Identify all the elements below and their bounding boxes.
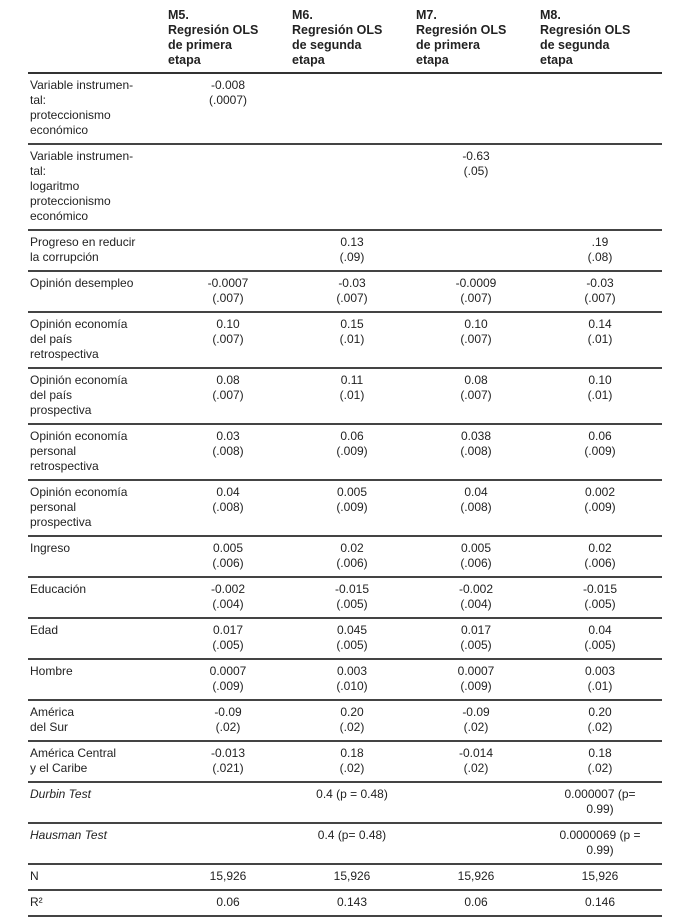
table-body [28, 73, 662, 916]
standard-error: (.02) [587, 761, 613, 775]
cell-m5 [166, 73, 290, 144]
cell-m6 [290, 659, 414, 700]
table-row [28, 480, 662, 536]
standard-error: (.009) [336, 444, 368, 458]
coefficient: 15,926 [333, 869, 371, 883]
cell-m7 [414, 368, 538, 424]
cell-m7 [414, 424, 538, 480]
table-row [28, 890, 662, 916]
cell-m5 [166, 230, 290, 271]
cell-m8 [538, 782, 662, 823]
coefficient: 0.14 [588, 317, 612, 331]
coefficient: 0.06 [340, 429, 364, 443]
row-label: Variable instrumen- tal: proteccionismo económico [30, 78, 134, 137]
coefficient: 0.03 [216, 429, 240, 443]
coefficient: 0.18 [340, 746, 364, 760]
standard-error: (.007) [336, 291, 368, 305]
standard-error: (.08) [587, 250, 613, 264]
row-label: América Central y el Caribe [30, 746, 117, 775]
coefficient: 0.146 [584, 895, 616, 909]
cell-m8 [538, 73, 662, 144]
cell-m7 [414, 741, 538, 782]
standard-error: (.007) [212, 291, 244, 305]
coefficient: -0.03 [586, 276, 614, 290]
standard-error: (.01) [587, 388, 613, 402]
cell-m8 [538, 618, 662, 659]
cell-m6 [290, 144, 414, 230]
cell-m8 [538, 424, 662, 480]
standard-error: (.009) [460, 679, 492, 693]
cell-m8 [538, 230, 662, 271]
standard-error: (.005) [584, 638, 616, 652]
standard-error: (.007) [584, 291, 616, 305]
header-m8: M8. Regresión OLS de segunda etapa [540, 8, 631, 67]
coefficient: 0.002 [584, 485, 616, 499]
standard-error: (.02) [339, 761, 365, 775]
cell-m6 [290, 618, 414, 659]
table-row [28, 144, 662, 230]
standard-error: (.007) [460, 332, 492, 346]
cell-m7 [414, 890, 538, 916]
coefficient: 0.08 [464, 373, 488, 387]
cell-m5 [166, 618, 290, 659]
table-row [28, 823, 662, 864]
coefficient: 0.045 [336, 623, 368, 637]
standard-error: (.009) [212, 679, 244, 693]
coefficient: 0.11 [340, 373, 364, 387]
coefficient: -0.002 [458, 582, 494, 596]
row-label: Educación [30, 582, 87, 596]
coefficient: -0.63 [462, 149, 490, 163]
coefficient: -0.014 [458, 746, 494, 760]
coefficient: 0.04 [464, 485, 488, 499]
coefficient: 0.08 [216, 373, 240, 387]
cell-m5 [166, 424, 290, 480]
coefficient: 0.20 [340, 705, 364, 719]
cell-m7 [414, 700, 538, 741]
standard-error: (.009) [584, 500, 616, 514]
standard-error: (.008) [212, 500, 244, 514]
row-label: Opinión economía personal retrospectiva [30, 429, 128, 473]
row-label: Hausman Test [30, 828, 107, 842]
standard-error: (.009) [336, 500, 368, 514]
standard-error: (.02) [215, 720, 241, 734]
coefficient: -0.015 [582, 582, 618, 596]
row-label: Hombre [30, 664, 73, 678]
standard-error: (.007) [460, 291, 492, 305]
coefficient: 0.4 (p= 0.48) [317, 828, 387, 842]
table-row [28, 230, 662, 271]
standard-error: (.009) [584, 444, 616, 458]
coefficient: -0.002 [210, 582, 246, 596]
standard-error: (.008) [460, 500, 492, 514]
header-m7: M7. Regresión OLS de primera etapa [416, 8, 507, 67]
standard-error: (.005) [336, 638, 368, 652]
coefficient: 0.0007 [457, 664, 495, 678]
standard-error: (.006) [584, 556, 616, 570]
standard-error: (.005) [336, 597, 368, 611]
row-label: Variable instrumen- tal: logaritmo proteccionismo económico [30, 149, 134, 223]
coefficient: 0.10 [464, 317, 488, 331]
cell-m8 [538, 312, 662, 368]
coefficient: 0.000007 (p= 0.99) [564, 787, 636, 816]
header-m6: M6. Regresión OLS de segunda etapa [292, 8, 383, 67]
cell-m6 [290, 480, 414, 536]
cell-m6 [290, 782, 414, 823]
table-row [28, 577, 662, 618]
coefficient: 0.04 [216, 485, 240, 499]
table-row [28, 73, 662, 144]
regression-results-table [28, 8, 662, 917]
cell-m5 [166, 536, 290, 577]
standard-error: (.02) [463, 720, 489, 734]
cell-m6 [290, 73, 414, 144]
coefficient: -0.008 [210, 78, 246, 92]
table-row [28, 741, 662, 782]
cell-m6 [290, 700, 414, 741]
cell-m6 [290, 536, 414, 577]
standard-error: (.01) [339, 388, 365, 402]
coefficient: 0.4 (p = 0.48) [316, 787, 388, 801]
cell-m8 [538, 271, 662, 312]
coefficient: -0.09 [214, 705, 242, 719]
coefficient: 0.003 [336, 664, 368, 678]
cell-m7 [414, 618, 538, 659]
cell-m6 [290, 230, 414, 271]
coefficient: 0.06 [464, 895, 488, 909]
standard-error: (.008) [460, 444, 492, 458]
cell-m5 [166, 368, 290, 424]
standard-error: (.05) [463, 164, 489, 178]
cell-m7 [414, 271, 538, 312]
coefficient: 0.02 [588, 541, 612, 555]
coefficient: -0.0007 [207, 276, 249, 290]
cell-m7 [414, 480, 538, 536]
standard-error: (.01) [587, 332, 613, 346]
coefficient: -0.0009 [455, 276, 497, 290]
cell-m5 [166, 480, 290, 536]
cell-m5 [166, 823, 290, 864]
coefficient: 0.005 [460, 541, 492, 555]
standard-error: (.005) [460, 638, 492, 652]
cell-m5 [166, 577, 290, 618]
standard-error: (.0007) [208, 93, 248, 107]
coefficient: 0.017 [212, 623, 244, 637]
cell-m8 [538, 823, 662, 864]
cell-m7 [414, 577, 538, 618]
cell-m7 [414, 823, 538, 864]
coefficient: 0.02 [340, 541, 364, 555]
cell-m8 [538, 577, 662, 618]
cell-m8 [538, 864, 662, 890]
table-row [28, 864, 662, 890]
cell-m7 [414, 536, 538, 577]
cell-m6 [290, 864, 414, 890]
coefficient: 0.06 [216, 895, 240, 909]
cell-m6 [290, 368, 414, 424]
coefficient: 15,926 [581, 869, 619, 883]
table-row [28, 368, 662, 424]
cell-m5 [166, 144, 290, 230]
cell-m8 [538, 890, 662, 916]
cell-m6 [290, 424, 414, 480]
row-label: Progreso en reducir la corrupción [30, 235, 136, 264]
row-label: R² [30, 895, 43, 909]
table-row [28, 271, 662, 312]
standard-error: (.005) [584, 597, 616, 611]
standard-error: (.005) [212, 638, 244, 652]
coefficient: 0.04 [588, 623, 612, 637]
coefficient: 0.003 [584, 664, 616, 678]
table-row [28, 536, 662, 577]
cell-m7 [414, 864, 538, 890]
header-variable [28, 8, 166, 73]
row-label: Ingreso [30, 541, 71, 555]
row-label: Durbin Test [30, 787, 91, 801]
cell-m7 [414, 230, 538, 271]
coefficient: 0.20 [588, 705, 612, 719]
cell-m8 [538, 659, 662, 700]
table-row [28, 618, 662, 659]
table-row [28, 312, 662, 368]
cell-m6 [290, 271, 414, 312]
coefficient: -0.015 [334, 582, 370, 596]
cell-m7 [414, 782, 538, 823]
coefficient: 0.005 [212, 541, 244, 555]
coefficient: 15,926 [209, 869, 247, 883]
table-row [28, 424, 662, 480]
cell-m8 [538, 368, 662, 424]
coefficient: 0.0007 [209, 664, 247, 678]
cell-m7 [414, 659, 538, 700]
table-row [28, 659, 662, 700]
standard-error: (.01) [339, 332, 365, 346]
coefficient: 0.10 [216, 317, 240, 331]
coefficient: -0.03 [338, 276, 366, 290]
cell-m7 [414, 73, 538, 144]
coefficient: 0.15 [340, 317, 364, 331]
standard-error: (.007) [460, 388, 492, 402]
row-label: Opinión economía personal prospectiva [30, 485, 128, 529]
row-label: Opinión desempleo [30, 276, 134, 290]
cell-m5 [166, 312, 290, 368]
coefficient: 0.06 [588, 429, 612, 443]
coefficient: 15,926 [457, 869, 495, 883]
coefficient: 0.005 [336, 485, 368, 499]
coefficient: 0.18 [588, 746, 612, 760]
cell-m8 [538, 536, 662, 577]
standard-error: (.09) [339, 250, 365, 264]
table-row [28, 700, 662, 741]
cell-m6 [290, 577, 414, 618]
cell-m5 [166, 864, 290, 890]
cell-m8 [538, 480, 662, 536]
cell-m6 [290, 312, 414, 368]
coefficient: 0.038 [460, 429, 492, 443]
cell-m6 [290, 741, 414, 782]
cell-m5 [166, 659, 290, 700]
coefficient: 0.017 [460, 623, 492, 637]
standard-error: (.008) [212, 444, 244, 458]
row-label: América del Sur [30, 705, 75, 734]
coefficient: 0.13 [340, 235, 364, 249]
cell-m7 [414, 144, 538, 230]
row-label: Edad [30, 623, 59, 637]
table-row [28, 782, 662, 823]
standard-error: (.010) [336, 679, 368, 693]
standard-error: (.007) [212, 332, 244, 346]
coefficient: 0.143 [336, 895, 368, 909]
cell-m8 [538, 741, 662, 782]
coefficient: -0.09 [462, 705, 490, 719]
cell-m5 [166, 271, 290, 312]
standard-error: (.004) [460, 597, 492, 611]
coefficient: 0.0000069 (p = 0.99) [559, 828, 641, 857]
row-label: Opinión economía del país retrospectiva [30, 317, 128, 361]
standard-error: (.004) [212, 597, 244, 611]
cell-m8 [538, 144, 662, 230]
coefficient: .19 [591, 235, 609, 249]
header-row [28, 8, 662, 73]
cell-m8 [538, 700, 662, 741]
coefficient: -0.013 [210, 746, 246, 760]
standard-error: (.02) [463, 761, 489, 775]
row-label: N [30, 869, 39, 883]
standard-error: (.02) [339, 720, 365, 734]
standard-error: (.01) [587, 679, 613, 693]
standard-error: (.02) [587, 720, 613, 734]
cell-m5 [166, 890, 290, 916]
standard-error: (.021) [212, 761, 244, 775]
cell-m5 [166, 700, 290, 741]
cell-m5 [166, 782, 290, 823]
coefficient: 0.10 [588, 373, 612, 387]
standard-error: (.006) [460, 556, 492, 570]
cell-m5 [166, 741, 290, 782]
header-m5: M5. Regresión OLS de primera etapa [168, 8, 259, 67]
cell-m6 [290, 890, 414, 916]
standard-error: (.006) [336, 556, 368, 570]
cell-m6 [290, 823, 414, 864]
standard-error: (.006) [212, 556, 244, 570]
standard-error: (.007) [212, 388, 244, 402]
cell-m7 [414, 312, 538, 368]
row-label: Opinión economía del país prospectiva [30, 373, 128, 417]
